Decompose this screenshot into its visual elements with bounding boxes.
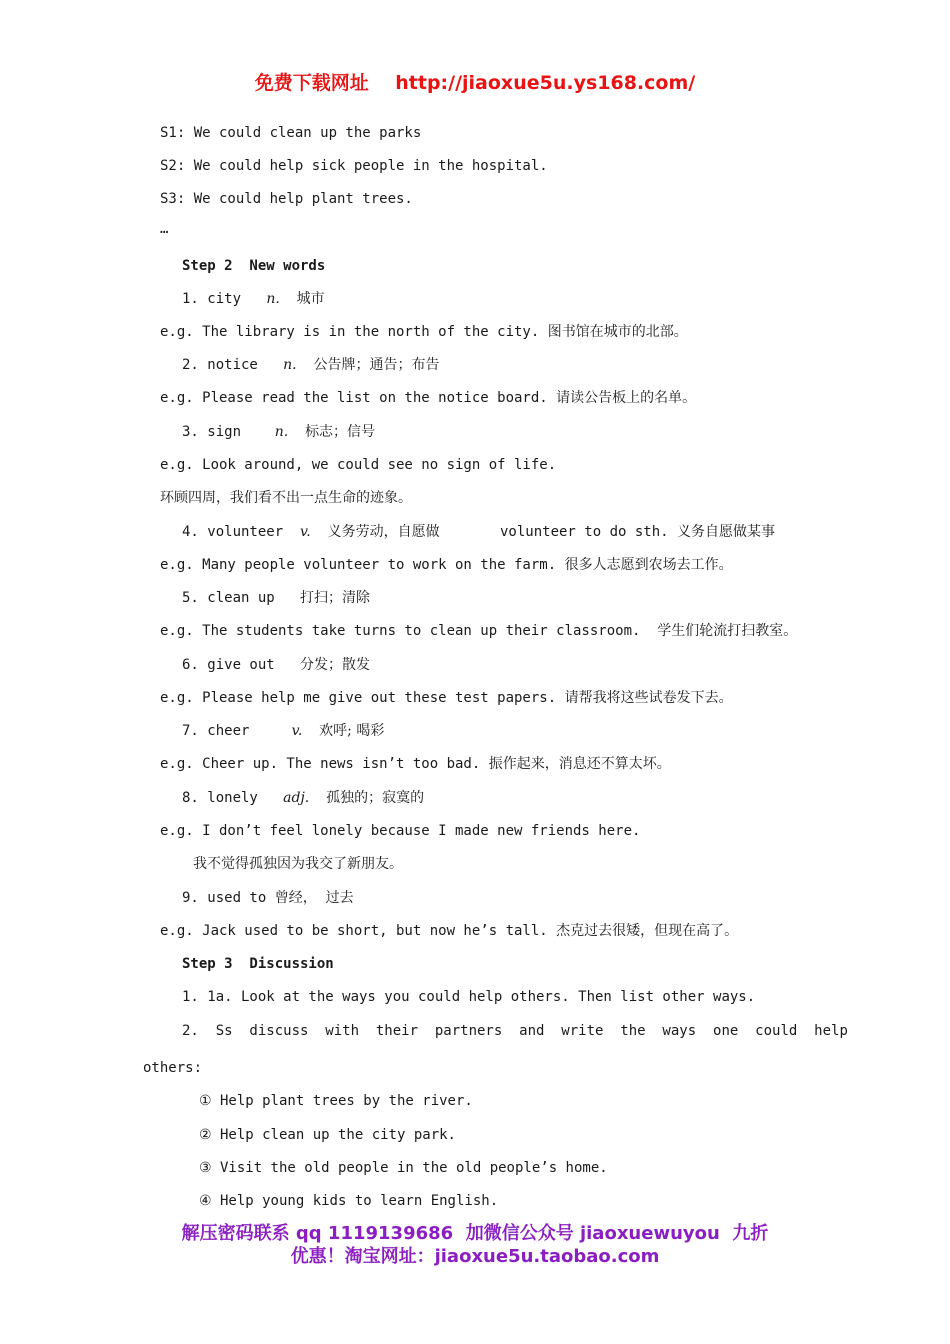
header-label: 免费下载网址 (254, 72, 369, 94)
word-6: 6. give out 分发；散发 (182, 657, 371, 673)
intro-ellipsis: … (160, 221, 169, 237)
header-url[interactable]: http://jiaoxue5u.ys168.com/ (395, 72, 696, 94)
word-4-extra: volunteer to do sth. 义务自愿做某事 (500, 524, 776, 540)
example-3: e.g. Look around, we could see no sign of life. (160, 457, 557, 473)
example-5: e.g. The students take turns to clean up their classroom. 学生们轮流打扫教室。 (160, 623, 798, 639)
footer-line-1: 解压密码联系 qq 1119139686 加微信公众号 jiaoxuewuyou 九折 (181, 1223, 769, 1244)
word-8: 8. lonely adj. 孤独的；寂寞的 (182, 790, 425, 806)
way-1: ① Help plant trees by the river. (199, 1093, 473, 1109)
example-9: e.g. Jack used to be short, but now he’s tall. 杰克过去很矮，但现在高了。 (160, 923, 739, 939)
way-4: ④ Help young kids to learn English. (199, 1193, 499, 1209)
word-7: 7. cheer v. 欢呼; 喝彩 (182, 723, 385, 739)
step3-title: Step 3 Discussion (182, 956, 334, 972)
word-5: 5. clean up 打扫；清除 (182, 590, 371, 606)
discussion-line-2-cont: others: (143, 1060, 203, 1076)
word-9: 9. used to 曾经， 过去 (182, 890, 354, 906)
discussion-line-2: 2. Ss discuss with their partners and write the ways one could help (182, 1023, 848, 1039)
example-2: e.g. Please read the list on the notice board. 请读公告板上的名单。 (160, 390, 697, 406)
example-8: e.g. I don’t feel lonely because I made new friends here. (160, 823, 641, 839)
example-4: e.g. Many people volunteer to work on the farm. 很多人志愿到农场去工作。 (160, 557, 733, 573)
example-6: e.g. Please help me give out these test papers. 请帮我将这些试卷发下去。 (160, 690, 733, 706)
example-8-translation: 我不觉得孤独因为我交了新朋友。 (193, 856, 403, 872)
way-3: ③ Visit the old people in the old people’s home. (199, 1160, 608, 1176)
way-2: ② Help clean up the city park. (199, 1127, 456, 1143)
word-3: 3. sign n. 标志；信号 (182, 424, 376, 440)
example-1: e.g. The library is in the north of the city. 图书馆在城市的北部。 (160, 324, 688, 340)
intro-line-2: S2: We could help sick people in the hospital. (160, 158, 548, 174)
page-header (0, 68, 950, 95)
footer-line-2: 优惠！淘宝网址：jiaoxue5u.taobao.com (290, 1246, 660, 1267)
example-7: e.g. Cheer up. The news isn’t too bad. 振作起来，消息还不算太坏。 (160, 756, 671, 772)
intro-line-1: S1: We could clean up the parks (160, 125, 422, 141)
discussion-line-1: 1. 1a. Look at the ways you could help others. Then list other ways. (182, 989, 756, 1005)
intro-line-3: S3: We could help plant trees. (160, 191, 413, 207)
word-4: 4. volunteer v. 义务劳动，自愿做 (182, 524, 440, 540)
word-2: 2. notice n. 公告牌；通告；布告 (182, 357, 440, 373)
word-1: 1. city n. 城市 (182, 291, 325, 307)
example-3-translation: 环顾四周，我们看不出一点生命的迹象。 (160, 490, 412, 506)
step2-title: Step 2 New words (182, 258, 326, 274)
